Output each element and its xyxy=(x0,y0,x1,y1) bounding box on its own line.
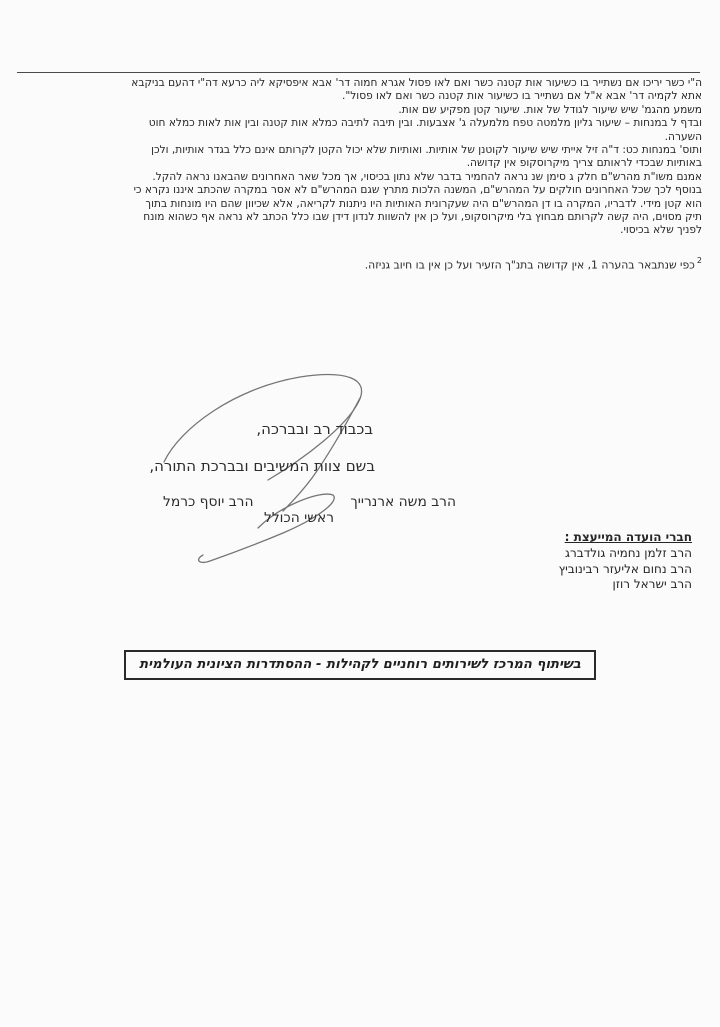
body-text xyxy=(12,77,702,238)
advisory-committee-heading: חברי הועדה המייעצת : xyxy=(564,530,692,544)
footer-box: בשיתוף המרכז לשירותים רוחניים לקהילות - ההסתדרות הציונית העולמית xyxy=(124,650,596,680)
committee-member: הרב זלמן נחמיה גולדברג xyxy=(565,546,692,561)
footnote-marker: 2 xyxy=(696,256,702,265)
body-line: השערה. xyxy=(664,130,702,143)
body-line: ובדף ל במנחות – שיעור גליון מלמטה טפח מלמעלה ג' אצבעות. ובין תיבה לתיבה כמלא אות קטנה ובין אות לאות כמלא חוט xyxy=(148,117,702,130)
committee-member: הרב נחום אליעזר רבינוביץ xyxy=(558,561,692,576)
body-line: לפניך שלא בכיסוי. xyxy=(620,224,702,237)
signer-name-left: הרב יוסף כרמל xyxy=(163,494,254,510)
body-line: אמנם משו"ת מהרש"ם חלק ג סימן שנ נראה להחמיר בדבר שלא נתון בכיסוי, אך מכל שאר האחרונים שהבאנו נראה להקל. xyxy=(152,170,702,183)
body-line: אתא לקמיה דר' אבא א"ל אם נשתייר בו כשיעור אות קטנה כשר ואם לאו פסול". xyxy=(342,90,702,103)
body-line: באותיות שבכדי לראותם צריך מיקרוסקופ אין קדושה. xyxy=(466,157,702,170)
footnote xyxy=(12,257,702,272)
body-line: הוא קטן מידי. לדבריו, המקרה בו דן המהרש"ם היה שעקרונית האותיות היו ניתנות לקריאה, אלא שכיוון שהם היו מונחות בתוך xyxy=(145,197,702,210)
advisory-committee-members xyxy=(559,546,692,592)
header-separator-rule xyxy=(17,72,700,73)
signer-name-right: הרב משה ארנרייך xyxy=(350,494,456,510)
footnote-text: כפי שנתבאר בהערה 1, אין קדושה בתנ"ך הזעיר ועל כן אין בו חיוב גניזה. xyxy=(364,258,695,272)
body-line: בנוסף לכך שכל האחרונים חולקים על המהרש"ם, המשנה הלכות מתרץ שגם המהרש"ם לא אסר במקרה שהכתב איננו נקרא כי xyxy=(133,184,702,197)
closing-on-behalf: בשם צוות המשיבים ובברכת התורה, xyxy=(149,457,375,475)
signers-title: ראשי הכולל xyxy=(263,510,334,526)
body-line: ה"י כשר יריכו אם נשתייר בו כשיעור אות קטנה כשר ואם לאו פסול אגרא חמוה דר' אבא איפסיקא ליה כרעא דה"י דהעם בניקבא xyxy=(131,77,702,89)
body-line: ותוס' במנחות כט: ד"ה זיל אייתי שיש שיעור לקוטנן של אותיות. ואותיות שלא יכול הקטן לקרותם אינם כלל בגדר אותיות, ולכן xyxy=(151,144,702,157)
committee-member: הרב ישראל רוזן xyxy=(612,577,692,592)
closing-salutation: בכבוד רב ובברכה, xyxy=(256,420,373,438)
body-line: משמע מהגמ' שיש שיעור לגודל של אות. שיעור קטן מפקיע שם אות. xyxy=(398,103,702,116)
body-line: תיק מסוים, היה קשה לקרותם מבחוץ בלי מיקרוסקופ, ועל כן אין להשוות לנדון דידן שבו כלל הכתב לא נראה אף כשהוא מונח xyxy=(143,211,702,224)
advisory-committee-block xyxy=(559,530,692,593)
signers-row xyxy=(163,494,456,510)
